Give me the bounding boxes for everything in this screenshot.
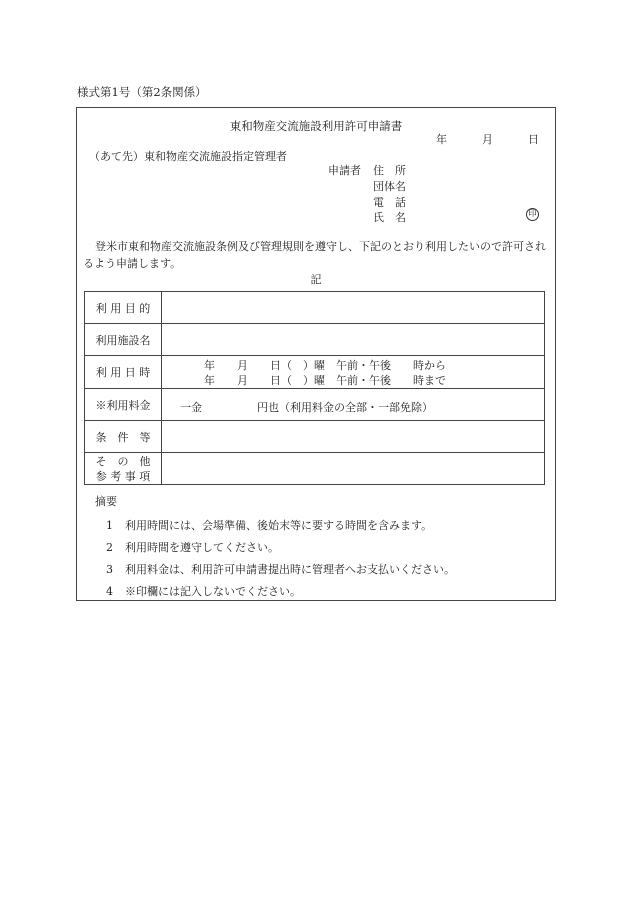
note-text: ※印欄には記入しないでください。 [125, 585, 301, 598]
application-statement [83, 238, 553, 272]
applicant-address-field[interactable]: 住 所 [373, 164, 406, 177]
note-number: 2 [106, 541, 113, 554]
conditions-input[interactable] [162, 421, 545, 453]
other-notes-label-line1: そ の 他 [95, 454, 151, 468]
fee-value: 一金 円也（利用料金の全部・一部免除） [180, 401, 433, 414]
applicant-label: 申請者 [328, 164, 361, 177]
table-row [85, 324, 545, 356]
applicant-organization-field[interactable]: 団体名 [373, 180, 406, 193]
table-row [85, 292, 545, 324]
note-text: 利用料金は、利用許可申請書提出時に管理者へお支払いください。 [125, 563, 455, 576]
table-row [85, 421, 545, 453]
list-item [106, 583, 301, 599]
other-notes-label-line2: 参 考 事 項 [95, 469, 151, 483]
fee-label: ※利用料金 [85, 389, 162, 421]
schedule-input[interactable] [162, 356, 545, 389]
note-text: 利用時間を遵守してください。 [125, 541, 279, 554]
schedule-start-line: 年 月 日（ ）曜 午前・午後 時から [204, 359, 446, 372]
other-notes-label [85, 453, 162, 485]
list-item [106, 561, 455, 577]
fee-input[interactable] [162, 389, 545, 421]
form-number: 様式第1号（第2条関係） [77, 85, 207, 99]
date-year[interactable]: 年 [436, 133, 447, 146]
note-text: 利用時間には、会場準備、後始末等に要する時間を含みます。 [125, 519, 433, 532]
table-row [85, 389, 545, 421]
purpose-input[interactable] [162, 292, 545, 324]
note-number: 4 [106, 585, 113, 598]
applicant-phone-field[interactable]: 電 話 [373, 196, 406, 209]
addressee: （あて先）東和物産交流施設指定管理者 [89, 150, 287, 163]
form-title: 東和物産交流施設利用許可申請書 [229, 119, 403, 133]
ki-heading: 記 [310, 273, 322, 286]
table-row [85, 453, 545, 485]
other-notes-input[interactable] [162, 453, 545, 485]
date-day[interactable]: 日 [528, 133, 539, 146]
application-statement-text: 登米市東和物産交流施設条例及び管理規則を遵守し、下記のとおり利用したいので許可されるよう申請します。 [83, 240, 546, 270]
applicant-name-field[interactable]: 氏 名 [373, 211, 406, 224]
detail-table [84, 291, 545, 485]
application-form [76, 107, 556, 601]
note-number: 1 [106, 519, 113, 532]
seal-icon: 印 [526, 208, 539, 221]
list-item [106, 539, 279, 555]
table-row [85, 356, 545, 389]
note-number: 3 [106, 563, 113, 576]
schedule-end-line: 年 月 日（ ）曜 午前・午後 時まで [204, 374, 446, 387]
purpose-label: 利 用 目 的 [85, 292, 162, 324]
schedule-label: 利 用 日 時 [85, 356, 162, 389]
notes-title: 摘要 [95, 495, 117, 508]
facility-input[interactable] [162, 324, 545, 356]
conditions-label: 条 件 等 [85, 421, 162, 453]
date-month[interactable]: 月 [482, 133, 493, 146]
list-item [106, 517, 432, 533]
facility-label: 利用施設名 [85, 324, 162, 356]
date-row [436, 131, 539, 147]
